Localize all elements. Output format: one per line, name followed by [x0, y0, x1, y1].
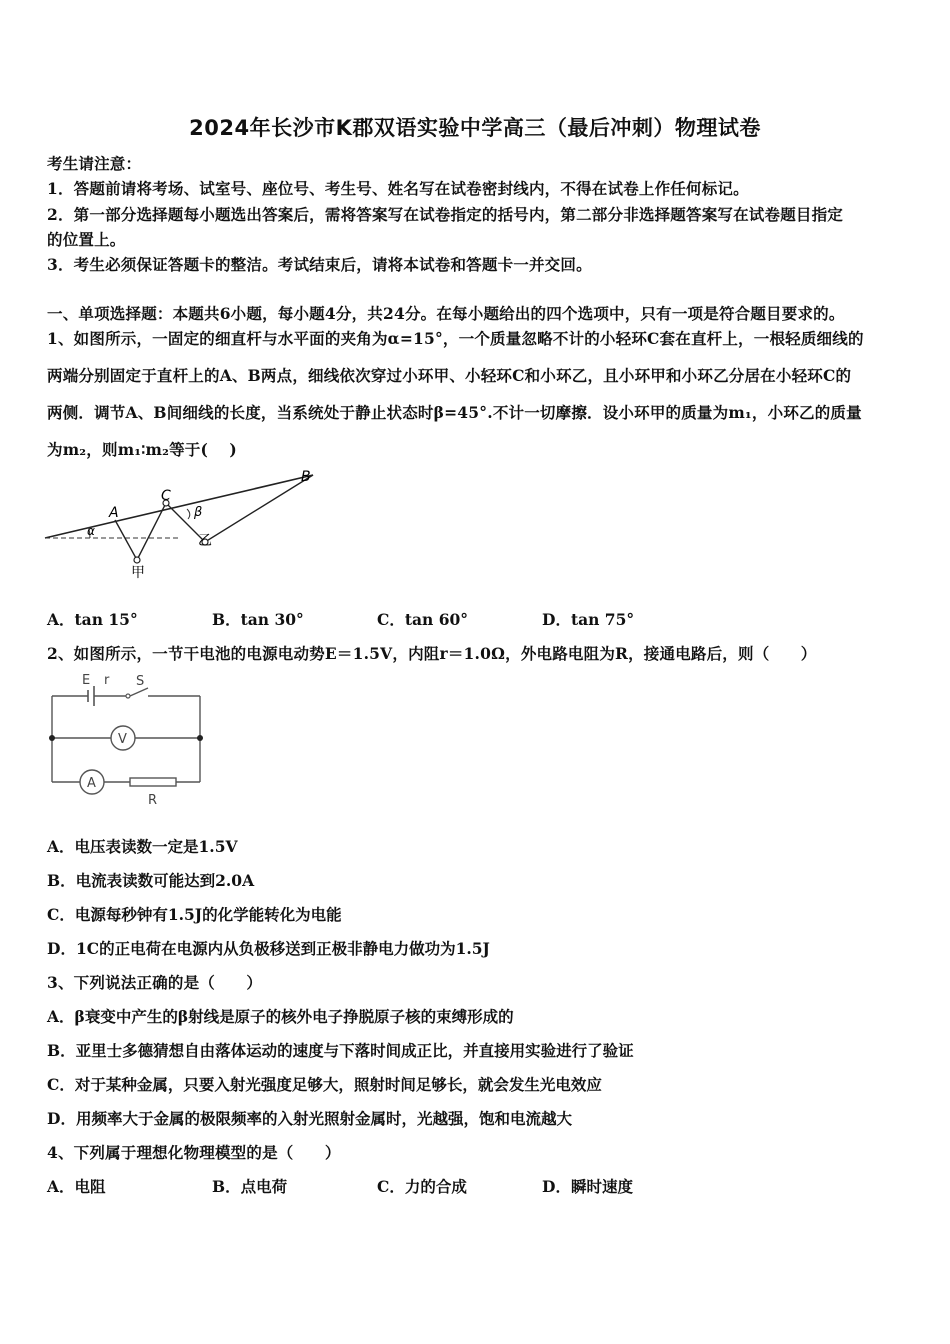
notice-item: 1．答题前请将考场、试室号、座位号、考生号、姓名写在试卷密封线内，不得在试卷上作任何标记。 [47, 179, 749, 198]
label-beta: β [194, 505, 203, 520]
q4-option-d[interactable]: D．瞬时速度 [542, 1177, 633, 1196]
q1-stem-line: 两侧．调节A、B间细线的长度，当系统处于静止状态时β=45°.不计一切摩擦．设小环甲的质量为m₁，小环乙的质量 [47, 403, 862, 422]
label-c: C [161, 488, 171, 504]
q4-option-c[interactable]: C．力的合成 [377, 1177, 467, 1196]
q1-stem-line: 1、如图所示，一固定的细直杆与水平面的夹角为α=15°，一个质量忽略不计的小轻环C套在直杆上，一根轻质细线的 [47, 329, 864, 348]
switch-pivot [126, 694, 130, 698]
q3-stem: 3、下列说法正确的是（ ） [47, 973, 263, 992]
notice-item: 2．第一部分选择题每小题选出答案后，需将答案写在试卷指定的括号内，第二部分非选择题答案写在试卷题目指定 [47, 205, 843, 224]
notice-heading: 考生请注意： [47, 154, 142, 173]
label-s: S [136, 674, 145, 689]
notice-item: 的位置上。 [47, 230, 126, 249]
q2-option-c[interactable]: C．电源每秒钟有1.5J的化学能转化为电能 [47, 905, 342, 924]
q1-figure [40, 462, 330, 582]
junction-dot [49, 735, 55, 741]
q1-stem-line: 为m₂，则m₁∶m₂等于( ) [47, 440, 237, 459]
ammeter-label: A [87, 776, 96, 791]
label-a: A [109, 505, 119, 521]
q2-option-a[interactable]: A．电压表读数一定是1.5V [47, 837, 238, 856]
resistor-label: R [148, 793, 158, 808]
label-yi: 乙 [198, 533, 212, 549]
section-heading: 一、单项选择题：本题共6小题，每小题4分，共24分。在每小题给出的四个选项中，只有一项是符合题目要求的。 [47, 304, 845, 323]
q2-circuit-figure [40, 670, 220, 810]
q1-option-a[interactable]: A．tan 15° [47, 610, 138, 629]
notice-item: 3．考生必须保证答题卡的整洁。考试结束后，请将本试卷和答题卡一并交回。 [47, 255, 592, 274]
page-title: 2024年长沙市K郡双语实验中学高三（最后冲刺）物理试卷 [189, 116, 761, 140]
q1-option-c[interactable]: C．tan 60° [377, 610, 469, 629]
q3-option-d[interactable]: D．用频率大于金属的极限频率的入射光照射金属时，光越强，饱和电流越大 [47, 1109, 572, 1128]
q4-option-a[interactable]: A．电阻 [47, 1177, 106, 1196]
label-alpha: α [87, 524, 95, 538]
q2-stem: 2、如图所示，一节干电池的电源电动势E＝1.5V，内阻r＝1.0Ω，外电路电阻为R，接通电路后，则（ ） [47, 644, 817, 663]
q1-stem-line: 两端分别固定于直杆上的A、B两点，细线依次穿过小环甲、小轻环C和小环乙，且小环甲和小环乙分居在小轻环C的 [47, 366, 852, 385]
q2-option-d[interactable]: D．1C的正电荷在电源内从负极移送到正极非静电力做功为1.5J [47, 939, 490, 958]
beta-arc [187, 509, 190, 519]
q4-option-b[interactable]: B．点电荷 [212, 1177, 288, 1196]
q2-option-b[interactable]: B．电流表读数可能达到2.0A [47, 871, 255, 890]
q3-option-c[interactable]: C．对于某种金属，只要入射光强度足够大，照射时间足够长，就会发生光电效应 [47, 1075, 602, 1094]
label-b: B [301, 469, 311, 485]
q3-option-a[interactable]: A．β衰变中产生的β射线是原子的核外电子挣脱原子核的束缚形成的 [47, 1007, 514, 1026]
q4-stem: 4、下列属于理想化物理模型的是（ ） [47, 1143, 341, 1162]
rod [45, 475, 313, 538]
q1-option-b[interactable]: B．tan 30° [212, 610, 304, 629]
junction-dot [197, 735, 203, 741]
ring-jia [134, 557, 140, 563]
q1-option-d[interactable]: D．tan 75° [542, 610, 635, 629]
string [115, 475, 313, 560]
q3-option-b[interactable]: B．亚里士多德猜想自由落体运动的速度与下落时间成正比，并直接用实验进行了验证 [47, 1041, 634, 1060]
label-r: r [104, 673, 110, 688]
voltmeter-label: V [118, 732, 127, 747]
label-e: E [82, 673, 91, 688]
label-jia: 甲 [131, 565, 145, 581]
